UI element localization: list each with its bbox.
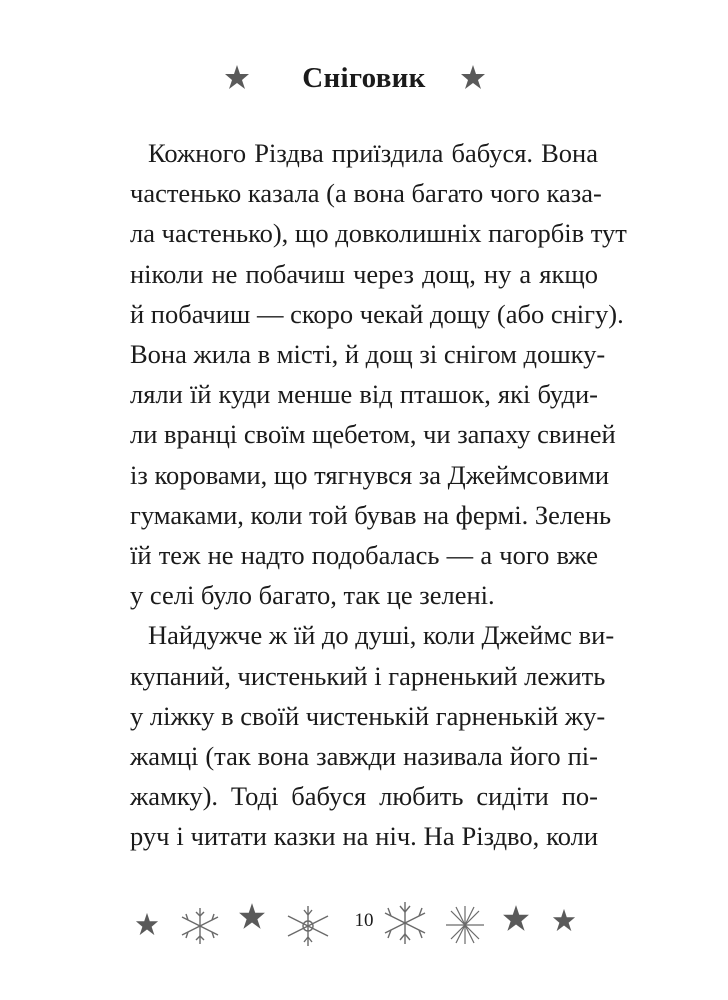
text-line: ли вранці своїм щебетом, чи запаху свиней: [130, 419, 616, 450]
text-line: у селі було багато, так це зелені.: [130, 580, 495, 611]
text-line: Вона жила в місті, й дощ зі снігом дошку-: [130, 339, 606, 370]
text-line: жамці (так вона завжди називала його пі-: [130, 741, 598, 772]
text-line: ніколи не побачиш через дощ, ну а якщо: [130, 258, 598, 289]
text-line: гумаками, коли той бував на фермі. Зелень: [130, 499, 612, 530]
snowflake-icon: [284, 904, 332, 953]
star-icon: [552, 908, 576, 937]
star-icon: [238, 902, 266, 935]
text-line: із коровами, що тягнувся за Джеймсовими: [130, 459, 610, 490]
page-number: 10: [354, 910, 374, 931]
text-line: жамку). Тоді бабуся любить сидіти по-: [130, 781, 598, 812]
star-icon: [135, 912, 159, 941]
text-line: Кожного Різдва приїздила бабуся. Вона: [148, 138, 598, 168]
chapter-title: Сніговик: [302, 62, 426, 94]
text-line: купаний, чистенький і гарненький лежить: [130, 660, 606, 691]
text-line: ла частенько), що довколишніх пагорбів тут: [130, 218, 627, 249]
chapter-body: [130, 133, 627, 857]
star-icon: [460, 64, 486, 95]
paragraph: [130, 133, 627, 615]
text-line: у ліжку в своїй чистенькій гарненькій жу-: [130, 700, 606, 731]
snowflake-icon: [382, 900, 428, 951]
page-footer: [0, 898, 728, 948]
text-line: їй теж не надто подобалась — а чого вже: [130, 540, 598, 571]
text-line: руч і читати казки на ніч. На Різдво, коли: [130, 821, 598, 852]
chapter-header: [0, 58, 728, 98]
text-line: Найдужче ж їй до душі, коли Джеймс ви-: [148, 620, 615, 651]
star-icon: [502, 904, 530, 937]
snowflake-icon: [178, 906, 222, 951]
text-line: частенько казала (а вона багато чого каза-: [130, 178, 602, 209]
snowflake-icon: [444, 904, 486, 951]
text-line: ляли їй куди менше від пташок, які буди-: [130, 379, 598, 410]
text-line: й побачиш — скоро чекай дощу (або снігу).: [130, 298, 624, 329]
paragraph: [130, 615, 615, 856]
